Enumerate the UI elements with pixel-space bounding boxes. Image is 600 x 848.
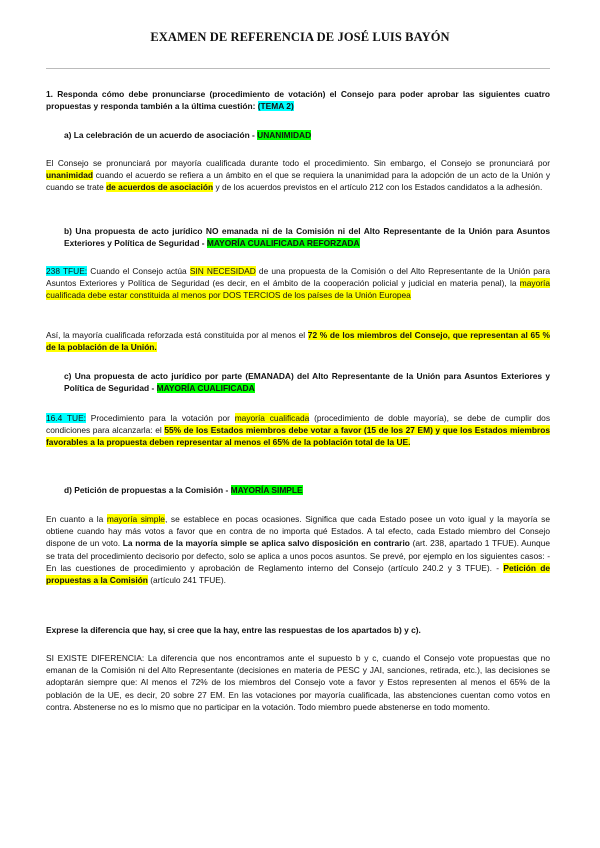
section-b-conclusion (46, 329, 550, 353)
highlight: 55% de los Estados miembros debe votar a favor (15 de los 27 EM) y que los Estados miembros favorables a la propuesta deben representar al menos el 65% de la población total de la UE. (46, 425, 550, 448)
answer-badge: MAYORÍA CUALIFICADA (156, 383, 255, 394)
highlight: 72 % de los miembros del Consejo, que representan al 65 % de la población de la Unión. (46, 330, 550, 353)
highlight: mayoría cualificada debe estar constituida al menos por DOS TERCIOS de los países de la Unión Europea (46, 278, 551, 301)
section-c-heading (64, 370, 550, 394)
section-a-body (46, 157, 550, 194)
body-text: Así, la mayoría cualificada reforzada está constituida por al menos el (46, 330, 306, 340)
body-text: (art. 238, apartado 1 TFUE). Aunque se trata del procedimiento decisorio por defecto, solo se aplica a unos pocos asuntos. Se prevé, por ejemplo en los siguientes casos: - En las cuestiones de procedimiento y aprobación de Reglamento interno del Consejo (artículo 240.2 y 3 TFUE). - (46, 538, 551, 573)
highlight: de acuerdos de asociación (106, 182, 214, 193)
body-text: cuando el acuerdo se refiera a un ámbito en el que se requiera la unanimidad para la adopción de un acto de la Unión y cuando se trate (46, 170, 551, 193)
heading-text: b) Una propuesta de acto jurídico NO emanada ni de la Comisión ni del Alto Representante de la Unión para Asuntos Exteriores y Política de Seguridad - (64, 226, 550, 249)
body-text: Procedimiento para la votación por (90, 413, 230, 423)
body-text: , se establece en pocas ocasiones. Significa que cada Estado posee un voto igual y la mayoría se obtiene cuando hay más votos a favor que en contra de no importa qué Estados. A tal efecto, cada Estado miembro del Consejo dispone de un voto. (46, 514, 551, 549)
question-text: Responda cómo debe pronunciarse (procedimiento de votación) el Consejo para poder aprobar las siguientes cuatro propuestas y responda también a la última cuestión: (46, 89, 550, 112)
body-text: En cuanto a la (46, 514, 104, 524)
section-a-heading (64, 129, 550, 141)
title-divider (46, 68, 550, 69)
body-text: (procedimiento de doble mayoría), se debe de cumplir dos condiciones para alcanzarla: el (46, 413, 551, 436)
body-text: El Consejo se pronunciará por mayoría cualificada durante todo el procedimiento. Sin embargo, el Consejo se pronunciará por (46, 158, 550, 168)
section-d-body (46, 513, 550, 586)
highlight: unanimidad (46, 170, 93, 181)
section-d-heading (64, 484, 550, 496)
topic-tag: (TEMA 2) (257, 101, 294, 112)
bold-text: La norma de la mayoría simple se aplica salvo disposición en contrario (122, 538, 410, 549)
heading-text: d) Petición de propuestas a la Comisión - (64, 485, 229, 495)
body-text: de una propuesta de la Comisión o del Alto Representante de la Unión para Asuntos Exteriores y Política de Seguridad (es decir, en el ámbito de la cooperación policial y judicial en materia penal), la (46, 266, 550, 289)
page-title: EXAMEN DE REFERENCIA DE JOSÉ LUIS BAYÓN (150, 30, 450, 44)
answer-badge: UNANIMIDAD (257, 130, 312, 140)
section-b-body (46, 265, 550, 302)
body-text: (artículo 241 TFUE). (150, 575, 226, 586)
article-tag: 238 TFUE: (46, 266, 88, 276)
highlight: Petición de propuestas a la Comisión (46, 562, 550, 586)
highlight: mayoría cualificada (234, 413, 310, 423)
body-text: y de los acuerdos previstos en el artículo 212 con los Estados candidatos a la adhesión. (215, 182, 543, 193)
answer-badge: MAYORÍA SIMPLE (230, 485, 303, 495)
section-b-heading (64, 225, 550, 249)
heading-text: a) La celebración de un acuerdo de asociación - (64, 130, 255, 140)
question-1 (46, 88, 550, 112)
highlight: mayoría simple (106, 514, 165, 524)
final-question: Exprese la diferencia que hay, si cree que la hay, entre las respuestas de los apartados b) y c). (46, 625, 421, 635)
body-text: Cuando el Consejo actúa (90, 266, 187, 276)
article-tag: 16.4 TUE: (46, 413, 86, 423)
heading-text: c) Una propuesta de acto jurídico por parte (EMANADA) del Alto Representante de la Unión para Asuntos Exteriores y Política de Seguridad - (64, 371, 550, 394)
answer-badge: MAYORÍA CUALIFICADA REFORZADA (206, 238, 360, 249)
section-c-body (46, 412, 550, 449)
question-number: 1. (46, 89, 53, 99)
final-answer: SI EXISTE DIFERENCIA: La diferencia que nos encontramos ante el supuesto b y c, cuando el Consejo vote propuestas que no emanan de la Comisión ni del Alto Representante (decisiones en materia de PESC y JAI, sanciones, retirada, etc.), las decisiones se adoptarán siempre que: Al menos el 72% de los miembros del Consejo vote a favor y Estos representen al menos el 65% de la población de la UE, es decir, 20 sobre 27 EM. En las votaciones por mayoría cualificada, las abstenciones cuentan como votos en contra. Abstenerse no es lo mismo que no participar en la votación. Todo miembro puede abstenerse en todo momento. (46, 653, 550, 712)
highlight: SIN NECESIDAD (189, 266, 256, 276)
